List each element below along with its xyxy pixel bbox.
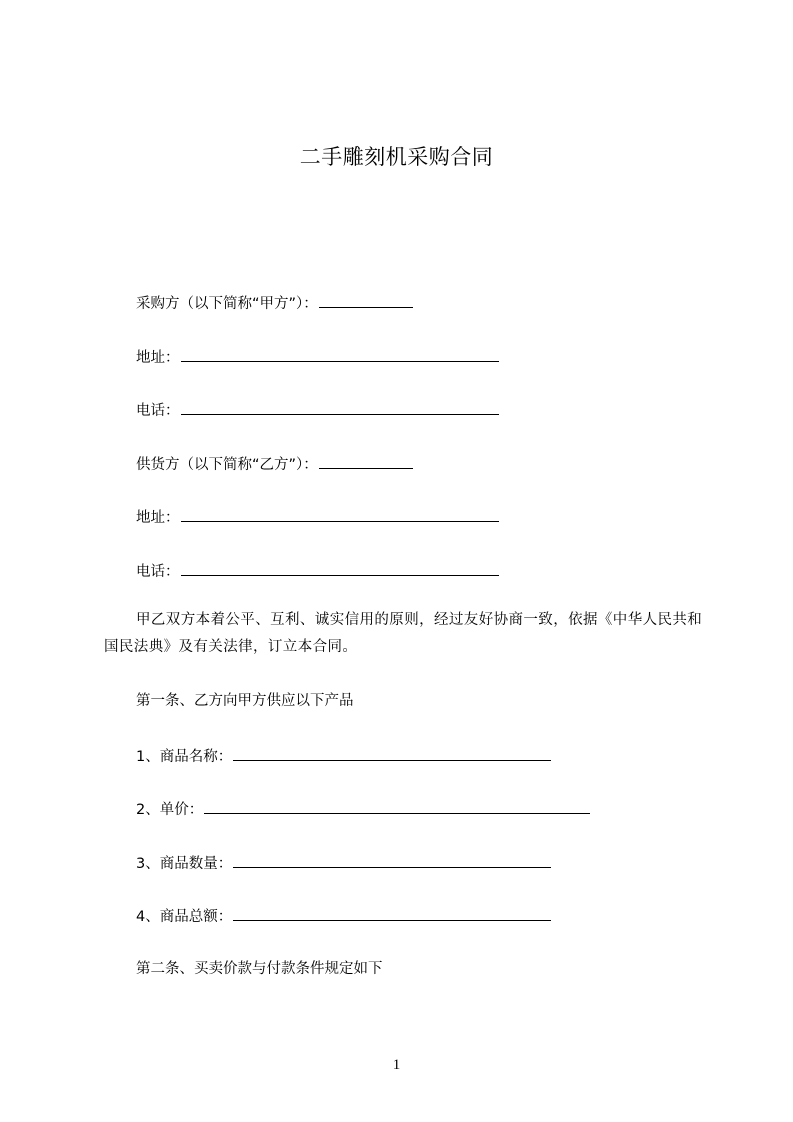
preamble-paragraph: 甲乙双方本着公平、互利、诚实信用的原则，经过友好协商一致，依据《中华人民共和国民法典》及有关法律，订立本合同。	[104, 612, 703, 655]
buyer-phone-line	[136, 398, 499, 422]
document-title: 二手雕刻机采购合同	[299, 145, 494, 169]
supplier-address-blank[interactable]	[181, 505, 499, 522]
item-unit-price-label: 2、单价：	[136, 802, 204, 818]
buyer-address-label: 地址：	[136, 350, 180, 366]
article1-heading: 第一条、乙方向甲方供应以下产品	[136, 693, 354, 709]
supplier-address-label: 地址：	[136, 510, 180, 526]
buyer-phone-label: 电话：	[136, 403, 180, 419]
supplier-phone-label: 电话：	[136, 564, 180, 580]
buyer-phone-blank[interactable]	[181, 398, 499, 415]
supplier-label: 供货方（以下简称“乙方”）：	[136, 457, 318, 473]
buyer-address-line	[136, 345, 499, 369]
article2-heading: 第二条、买卖价款与付款条件规定如下	[136, 961, 383, 977]
supplier-phone-line	[136, 559, 499, 583]
item-product-name-blank[interactable]	[233, 744, 551, 761]
supplier-address-line	[136, 505, 499, 529]
buyer-name-line	[136, 291, 413, 315]
item-unit-price-blank[interactable]	[204, 797, 590, 814]
buyer-name-blank[interactable]	[319, 291, 413, 308]
buyer-address-blank[interactable]	[181, 345, 499, 362]
supplier-name-blank[interactable]	[319, 452, 413, 469]
item-total-label: 4、商品总额：	[136, 909, 233, 925]
supplier-phone-blank[interactable]	[181, 559, 499, 576]
item-total-line	[136, 904, 551, 928]
item-total-blank[interactable]	[233, 904, 551, 921]
supplier-name-line	[136, 452, 413, 476]
item-unit-price-line	[136, 797, 590, 821]
item-quantity-label: 3、商品数量：	[136, 856, 233, 872]
item-quantity-line	[136, 851, 551, 875]
buyer-label: 采购方（以下简称“甲方”）：	[136, 296, 318, 312]
item-quantity-blank[interactable]	[233, 851, 551, 868]
page-number: 1	[392, 1057, 401, 1073]
item-product-name-line	[136, 744, 551, 768]
item-product-name-label: 1、商品名称：	[136, 749, 233, 765]
